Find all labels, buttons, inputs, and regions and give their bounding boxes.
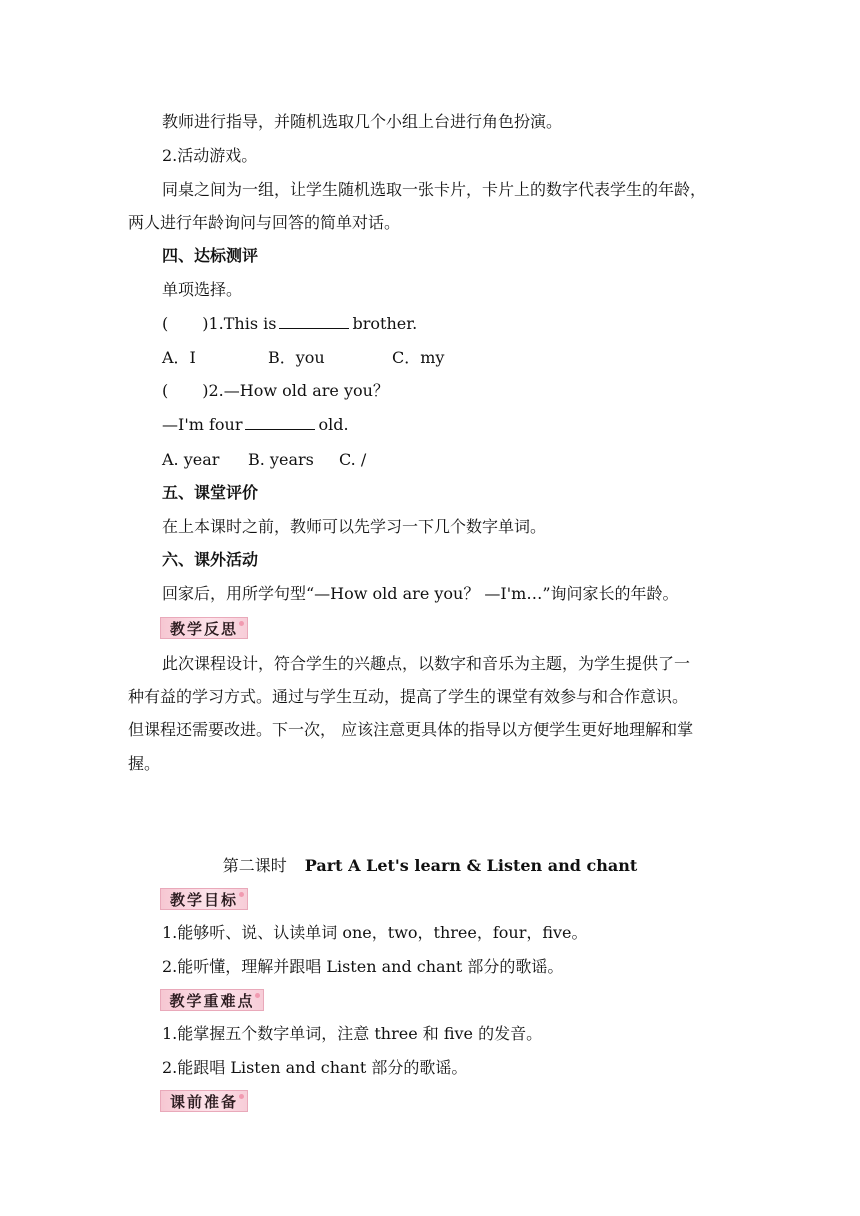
q2-option-c: C. / [339, 450, 367, 469]
badge-decoration [239, 892, 244, 897]
reflection-line3: 但课程还需要改进。下一次， 应该注意更具体的指导以方便学生更好地理解和掌 [128, 720, 694, 739]
q2-blank [245, 415, 315, 430]
q1-text-a: )1.This is [202, 314, 277, 333]
badge-decoration [239, 621, 244, 626]
activity-game-heading: 2.活动游戏。 [162, 146, 258, 165]
paragraph-game-line2: 两人进行年龄询问与回答的简单对话。 [128, 213, 401, 232]
q1-option-a: A．I [162, 348, 196, 367]
section5-heading: 五、课堂评价 [162, 483, 259, 502]
prep-badge [160, 1090, 248, 1112]
goals-badge-label: 教学目标 [169, 890, 238, 909]
question-2-answer [162, 415, 349, 435]
prep-badge-label: 课前准备 [169, 1092, 238, 1111]
q2-text: )2.—How old are you？ [202, 381, 389, 400]
q2-option-a: A. year [162, 450, 220, 469]
reflection-line4: 握。 [128, 754, 161, 773]
section6-heading: 六、课外活动 [162, 550, 259, 569]
badge-decoration [255, 993, 260, 998]
reflection-badge-label: 教学反思 [169, 619, 238, 638]
paragraph-role-play: 教师进行指导，并随机选取几个小组上台进行角色扮演。 [162, 112, 563, 131]
section4-instruction: 单项选择。 [162, 280, 243, 299]
goals-badge [160, 888, 248, 910]
q1-option-b: B．you [268, 348, 325, 367]
goal-2: 2.能听懂，理解并跟唱 Listen and chant 部分的歌谣。 [162, 957, 564, 976]
section5-text: 在上本课时之前，教师可以先学习一下几个数字单词。 [162, 517, 547, 536]
lesson2-label: 第二课时 [222, 856, 287, 875]
question-1-options [162, 348, 444, 368]
keypoints-badge-label: 教学重难点 [169, 991, 255, 1010]
badge-decoration [239, 1094, 244, 1099]
q1-option-c: C．my [392, 348, 445, 367]
paragraph-game-line1: 同桌之间为一组，让学生随机选取一张卡片，卡片上的数字代表学生的年龄， [162, 180, 707, 199]
reflection-line1: 此次课程设计，符合学生的兴趣点，以数字和音乐为主题，为学生提供了一 [162, 654, 691, 673]
question-2 [162, 381, 389, 401]
question-1 [162, 314, 417, 334]
q1-text-b: brother. [352, 314, 418, 333]
keypoints-badge [160, 989, 264, 1011]
q1-paren-open: ( [162, 314, 169, 333]
q2-paren-open: ( [162, 381, 169, 400]
q2-option-b: B. years [248, 450, 314, 469]
goal-1: 1.能够听、说、认读单词 one，two，three，four，five。 [162, 923, 588, 942]
question-2-options [162, 450, 366, 470]
reflection-badge [160, 617, 248, 639]
reflection-line2: 种有益的学习方式。通过与学生互动，提高了学生的课堂有效参与和合作意识。 [128, 687, 689, 706]
lesson2-part-title: Part A Let's learn & Listen and chant [304, 856, 638, 875]
keypoint-2: 2.能跟唱 Listen and chant 部分的歌谣。 [162, 1058, 468, 1077]
q2-answer-b: old. [318, 415, 349, 434]
q1-blank [279, 314, 349, 329]
section4-heading: 四、达标测评 [162, 246, 259, 265]
q2-answer-a: —I'm four [162, 415, 243, 434]
lesson2-title [0, 856, 860, 876]
keypoint-1: 1.能掌握五个数字单词，注意 three 和 five 的发音。 [162, 1024, 543, 1043]
section6-text: 回家后，用所学句型“—How old are you？ —I'm…”询问家长的年龄。 [162, 584, 679, 603]
